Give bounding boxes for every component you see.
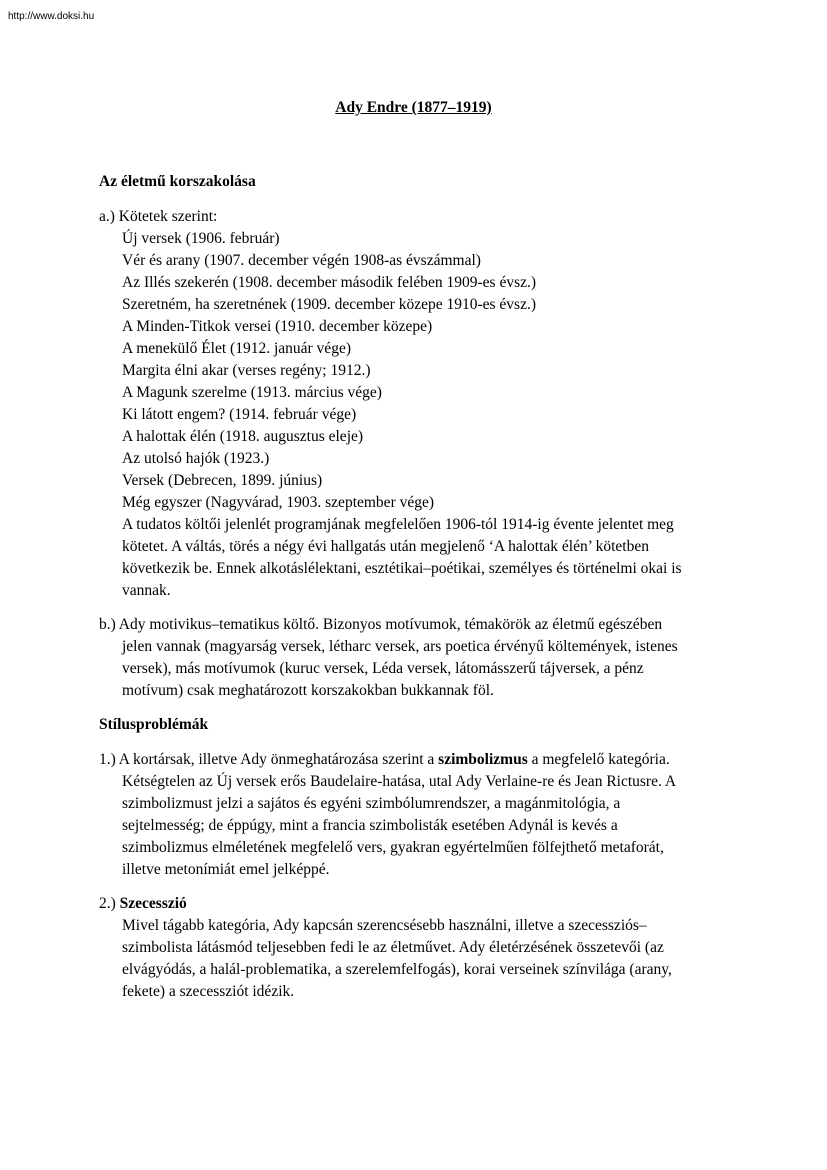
paragraph-line: szimbolista látásmód teljesebben fedi le az életművet. Ady életérzésének összetevői (az: [122, 939, 664, 956]
volume-item: Még egyszer (Nagyvárad, 1903. szeptember vége): [122, 494, 435, 511]
paragraph-line: szimbolizmus elméletének megfelelő vers, gyakran egyértelműen fölfejthető metaforát,: [122, 839, 664, 856]
paragraph-line: szimbolizmust jelzi a sajátos és egyéni szimbólumrendszer, a magánmitológia, a: [122, 795, 621, 812]
paragraph-line: következik be. Ennek alkotáslélektani, esztétikai–poétikai, személyes és történelmi okai is: [122, 560, 682, 577]
text-run: 1.) A kortársak, illetve Ady önmeghatározása szerint a: [99, 751, 439, 768]
paragraph-line: illetve metonímiát emel jelképpé.: [122, 861, 330, 878]
volume-item: Az utolsó hajók (1923.): [122, 450, 270, 467]
volume-item: Az Illés szekerén (1908. december második felében 1909-es évsz.): [122, 274, 537, 291]
symbolism-paragraph: [99, 749, 739, 881]
paragraph-line: sejtelmesség; de éppúgy, mint a francia szimbolisták esetében Adynál is kevés a: [122, 817, 618, 834]
page-title: Ady Endre (1877–1919): [335, 99, 492, 116]
paragraph-line: b.) Ady motivikus–tematikus költő. Bizonyos motívumok, témakörök az életmű egészében: [99, 616, 663, 633]
paragraph-line: vannak.: [122, 582, 171, 599]
paragraph-line: Mivel tágabb kategória, Ady kapcsán szerencsésebb használni, illetve a szecessziós–: [122, 917, 647, 934]
paragraph-line: kötetet. A váltás, törés a négy évi hallgatás után megjelenő ‘A halottak élén’ kötetben: [122, 538, 649, 555]
volume-item: Szeretném, ha szeretnének (1909. december közepe 1910-es évsz.): [122, 296, 537, 313]
motif-paragraph: [99, 614, 739, 702]
secession-paragraph: [99, 893, 739, 1003]
volume-item: A Minden-Titkok versei (1910. december közepe): [122, 318, 433, 335]
document-body: [99, 171, 739, 1003]
paragraph-line: [99, 893, 739, 915]
section-heading-periodization: Az életmű korszakolása: [99, 173, 256, 190]
term-secession: Szecesszió: [119, 895, 187, 912]
source-url: http://www.doksi.hu: [8, 11, 95, 22]
section-heading-style: Stílusproblémák: [99, 716, 209, 733]
volume-item: Vér és arany (1907. december végén 1908-as évszámmal): [122, 252, 481, 269]
paragraph-line: versek), más motívumok (kuruc versek, Léda versek, látomásszerű tájversek, a pénz: [122, 660, 644, 677]
item-number: 2.): [99, 895, 120, 912]
paragraph-line: [99, 749, 739, 771]
term-symbolism: szimbolizmus: [438, 751, 528, 768]
paragraph-line: A tudatos költői jelenlét programjának megfelelően 1906-tól 1914-ig évente jelentet meg: [122, 516, 674, 533]
volume-item: Ki látott engem? (1914. február vége): [122, 406, 357, 423]
volume-item: Margita élni akar (verses regény; 1912.): [122, 362, 371, 379]
volume-item: Új versek (1906. február): [122, 230, 280, 247]
volume-list: [99, 228, 739, 602]
paragraph-line: fekete) a szecessziót idézik.: [122, 983, 295, 1000]
paragraph-line: jelen vannak (magyarság versek, létharc versek, ars poetica érvényű költemények, istenes: [122, 638, 678, 655]
paragraph-line: Kétségtelen az Új versek erős Baudelaire-hatása, utal Ady Verlaine-re és Jean Rictusre. A: [122, 773, 677, 790]
volume-item: A halottak élén (1918. augusztus eleje): [122, 428, 364, 445]
volume-item: A Magunk szerelme (1913. március vége): [122, 384, 382, 401]
volumes-label: a.) Kötetek szerint:: [99, 208, 218, 225]
text-run: a megfelelő kategória.: [527, 751, 670, 768]
paragraph-line: motívum) csak meghatározott korszakokban bukkannak föl.: [122, 682, 494, 699]
volume-item: Versek (Debrecen, 1899. június): [122, 472, 323, 489]
paragraph-line: elvágyódás, a halál-problematika, a szerelemfelfogás), korai verseinek színvilága (arany,: [122, 961, 672, 978]
volume-item: A menekülő Élet (1912. január vége): [122, 340, 351, 357]
